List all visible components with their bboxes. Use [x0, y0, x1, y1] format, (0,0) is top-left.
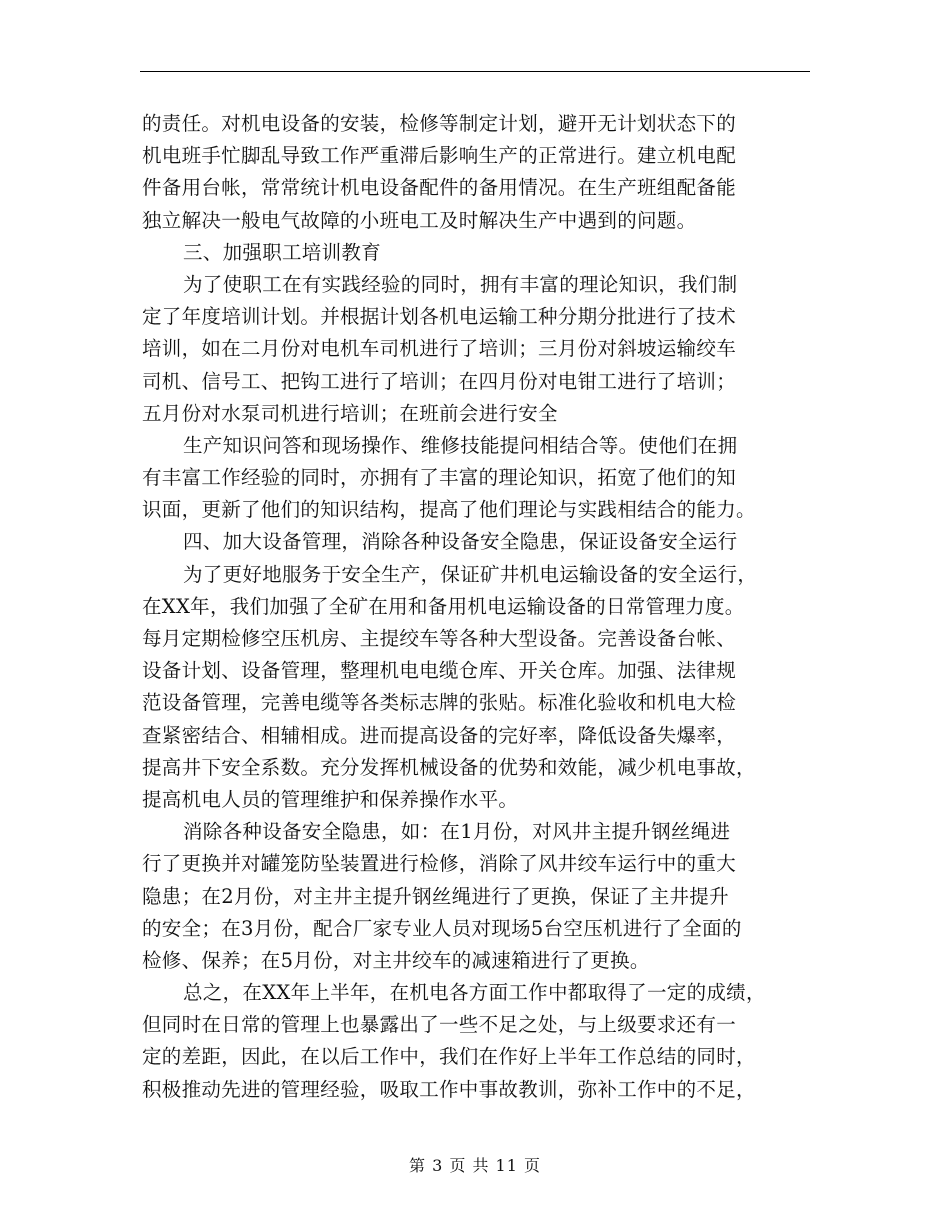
text-line: 四、加大设备管理，消除各种设备安全隐患，保证设备安全运行 [183, 530, 738, 554]
text-line: 识面，更新了他们的知识结构，提高了他们理论与实践相结合的能力。 [142, 498, 756, 522]
text-line: 行了更换并对罐笼防坠装置进行检修，消除了风井绞车运行中的重大 [142, 852, 737, 876]
text-line: 为了使职工在有实践经验的同时，拥有丰富的理论知识，我们制 [183, 272, 738, 296]
header-rule [140, 71, 810, 72]
text-line: 积极推动先进的管理经验，吸取工作中事故教训，弥补工作中的不足， [142, 1077, 756, 1101]
text-line: 定的差距，因此，在以后工作中，我们在作好上半年工作总结的同时， [142, 1045, 756, 1069]
text-line: 提高机电人员的管理维护和保养操作水平。 [142, 787, 519, 811]
text-line: 总之，在XX年上半年，在机电各方面工作中都取得了一定的成绩， [183, 981, 766, 1005]
text-line: 司机、信号工、把钩工进行了培训；在四月份对电钳工进行了培训； [142, 369, 737, 393]
text-line: 的责任。对机电设备的安装，检修等制定计划，避开无计划状态下的 [142, 112, 737, 135]
text-line: 在XX年，我们加强了全矿在用和备用机电运输设备的日常管理力度。 [142, 594, 745, 618]
text-line: 独立解决一般电气故障的小班电工及时解决生产中遇到的问题。 [142, 208, 697, 232]
footer-total-pages: 11 [495, 1156, 518, 1175]
text-line: 五月份对水泵司机进行培训；在班前会进行安全 [142, 401, 558, 425]
text-line: 机电班手忙脚乱导致工作严重滞后影响生产的正常进行。建立机电配 [142, 144, 737, 168]
footer-prefix: 第 [408, 1156, 426, 1175]
text-line: 有丰富工作经验的同时，亦拥有了丰富的理论知识，拓宽了他们的知 [142, 466, 737, 490]
text-line: 提高井下安全系数。充分发挥机械设备的优势和效能，减少机电事故， [142, 755, 756, 779]
text-line: 的安全；在3月份，配合厂家专业人员对现场5台空压机进行了全面的 [142, 916, 742, 940]
text-line: 设备计划、设备管理，整理机电电缆仓库、开关仓库。加强、法律规 [142, 659, 737, 683]
text-line: 生产知识问答和现场操作、维修技能提问相结合等。使他们在拥 [183, 433, 738, 457]
text-line: 培训，如在二月份对电机车司机进行了培训；三月份对斜坡运输绞车 [142, 337, 737, 361]
text-line: 范设备管理，完善电缆等各类标志牌的张贴。标准化验收和机电大检 [142, 691, 737, 715]
text-line: 件备用台帐，常常统计机电设备配件的备用情况。在生产班组配备能 [142, 176, 737, 200]
text-line: 每月定期检修空压机房、主提绞车等各种大型设备。完善设备台帐、 [142, 627, 737, 650]
text-line: 消除各种设备安全隐患，如：在1月份，对风井主提升钢丝绳进 [183, 820, 731, 844]
text-line: 三、加强职工培训教育 [183, 240, 382, 264]
text-line: 检修、保养；在5月份，对主井绞车的减速箱进行了更换。 [142, 948, 650, 972]
footer-current-page: 3 [432, 1156, 444, 1175]
text-line: 为了更好地服务于安全生产，保证矿井机电运输设备的安全运行， [183, 562, 758, 586]
text-line: 查紧密结合、相辅相成。进而提高设备的完好率，降低设备失爆率， [142, 723, 737, 747]
text-line: 定了年度培训计划。并根据计划各机电运输工种分期分批进行了技术 [142, 305, 737, 329]
text-line: 隐患；在2月份，对主井主提升钢丝绳进行了更换，保证了主井提升 [142, 884, 729, 908]
footer-suffix: 页 [524, 1156, 542, 1175]
document-body [142, 108, 814, 1106]
footer-middle: 页 共 [449, 1156, 490, 1175]
text-line: 但同时在日常的管理上也暴露出了一些不足之处，与上级要求还有一 [142, 1013, 737, 1037]
page-footer [0, 1153, 950, 1176]
